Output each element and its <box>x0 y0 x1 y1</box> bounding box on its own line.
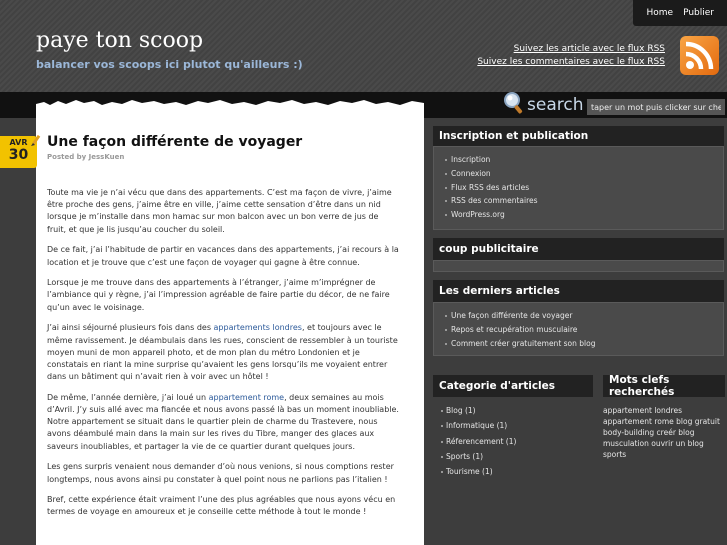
link-appartements-londres[interactable]: appartements londres <box>213 323 302 333</box>
widget-title-inscription: Inscription et publication <box>433 126 724 146</box>
site-description: balancer vos scoops ici plutot qu'ailleurs :) <box>36 58 303 71</box>
category-link[interactable]: Informatique (1) <box>441 418 593 433</box>
site-title[interactable]: paye ton scoop <box>36 28 204 53</box>
widget-link-rss-comments[interactable]: RSS des commentaires <box>446 194 723 208</box>
pencil-icon <box>30 132 42 151</box>
post-paragraph: Bref, cette expérience était vraiment l’une des plus agréables que nous ayons vécu en termes de voyage en amoureux et je conseille cette méthode à tout le monde ! <box>47 495 396 517</box>
rss-articles-link[interactable]: Suivez les article avec le flux RSS <box>513 44 665 54</box>
recent-post-link[interactable]: Repos et recupération musculaire <box>446 323 723 337</box>
magnifier-icon <box>503 91 525 119</box>
category-link[interactable]: Réferencement (1) <box>441 434 593 449</box>
nav-publish-link[interactable]: Publier <box>683 8 714 18</box>
widget-link-wordpress[interactable]: WordPress.org <box>446 208 723 222</box>
widget-link-inscription[interactable]: Inscription <box>446 153 723 167</box>
widget-link-rss-articles[interactable]: Flux RSS des articles <box>446 181 723 195</box>
post-paragraph: Toute ma vie je n’ai vécu que dans des appartements. C’est ma façon de vivre, j’aime être proche des gens, j’aime être en ville, j’aime cette sensation d’être dans un nid lorsque je m’installe dans mon hamac sur mon balcon avec un bon verre de jus de fruit, et que je lis jusqu’au coucher du soleil. <box>47 188 392 234</box>
top-navigation <box>633 0 727 26</box>
widget-title-tags: Mots clefs recherchés <box>603 375 725 397</box>
widget-title-categories: Categorie d'articles <box>433 375 593 397</box>
recent-post-link[interactable]: Une façon différente de voyager <box>446 309 723 323</box>
post-title[interactable]: Une façon différente de voyager <box>47 134 303 150</box>
recent-post-link[interactable]: Comment créer gratuitement son blog <box>446 337 723 351</box>
search-label-text: search <box>527 95 584 115</box>
post-text: , et toujours avec le même ravissement. Je déambulais dans les rues, conscient de ressembler à un touriste moyen muni de mon appareil photo, et de mon plan du métro Londonien et je constatais en riant la mine surprise qu’avaient les gens lorsqu’ils me voyaient entrer dans un bâtiment qui n’avait rien à voir avec un hôtel ! <box>47 323 398 382</box>
category-link[interactable]: Tourisme (1) <box>441 464 593 479</box>
category-link[interactable]: Blog (1) <box>441 403 593 418</box>
post-paragraph <box>47 392 399 453</box>
widget-categories <box>433 403 593 479</box>
header <box>0 0 727 92</box>
search-label <box>503 92 583 118</box>
post-date-month: AVR <box>9 138 28 147</box>
post-paragraph <box>47 322 399 383</box>
post-paragraph: Les gens surpris venaient nous demander d’où nous venions, si nous comptions rester longtemps, nous avons ainsi pu constater à quel point nous ne parlions pas l’italien ! <box>47 462 394 484</box>
widget-title-recent: Les derniers articles <box>433 280 724 302</box>
post-text: De même, l’année dernière, j’ai loué un <box>47 392 209 402</box>
widget-title-pub: coup publicitaire <box>433 238 724 260</box>
post-paragraph: Lorsque je me trouve dans des appartements à l’étranger, j’aime m’imprégner de l’ambiance qui y règne, j’ai l’impression agréable de faire partie du décor, de ne faire qu’un avec le voisinage. <box>47 278 390 312</box>
rss-feed-icon[interactable] <box>680 36 719 75</box>
post-text: J’ai ainsi séjourné plusieurs fois dans des <box>47 323 214 333</box>
widget-inscription <box>433 146 724 230</box>
post-body <box>47 187 399 527</box>
post-text: , deux semaines au mois d’Avril. J’y suis allé avec ma fiancée et nous avons passé là bas un moment inoubliable. Notre appartement se situait dans le quartier plein de charme du Trastevere, nous avons déambulé main dans la main sur les rives du Tibre, manger des glaces aux saveurs inoubliables, et partager la vie de ce quartier durant quelques jours. <box>47 392 399 451</box>
link-appartement-rome[interactable]: appartement rome <box>208 392 285 402</box>
tag-cloud[interactable]: appartement londres appartement rome blog gratuit body-building creér blog musculation ouvrir un blog sports <box>603 406 720 459</box>
post-paragraph: De ce fait, j’ai l’habitude de partir en vacances dans des appartements, j’ai recours à la location et je trouve que c’est une façon de voyager qui gagne à être connue. <box>47 245 399 267</box>
widget-pub <box>433 260 724 272</box>
search-input[interactable] <box>587 99 725 115</box>
nav-home-link[interactable]: Home <box>646 8 674 18</box>
post-author: Posted by JessKuen <box>47 153 125 161</box>
category-link[interactable]: Sports (1) <box>441 449 593 464</box>
post-date-day: 30 <box>8 147 29 163</box>
widget-recent <box>433 302 724 356</box>
widget-link-connexion[interactable]: Connexion <box>446 167 723 181</box>
rss-comments-link[interactable]: Suivez les commentaires avec le flux RSS <box>477 57 665 67</box>
